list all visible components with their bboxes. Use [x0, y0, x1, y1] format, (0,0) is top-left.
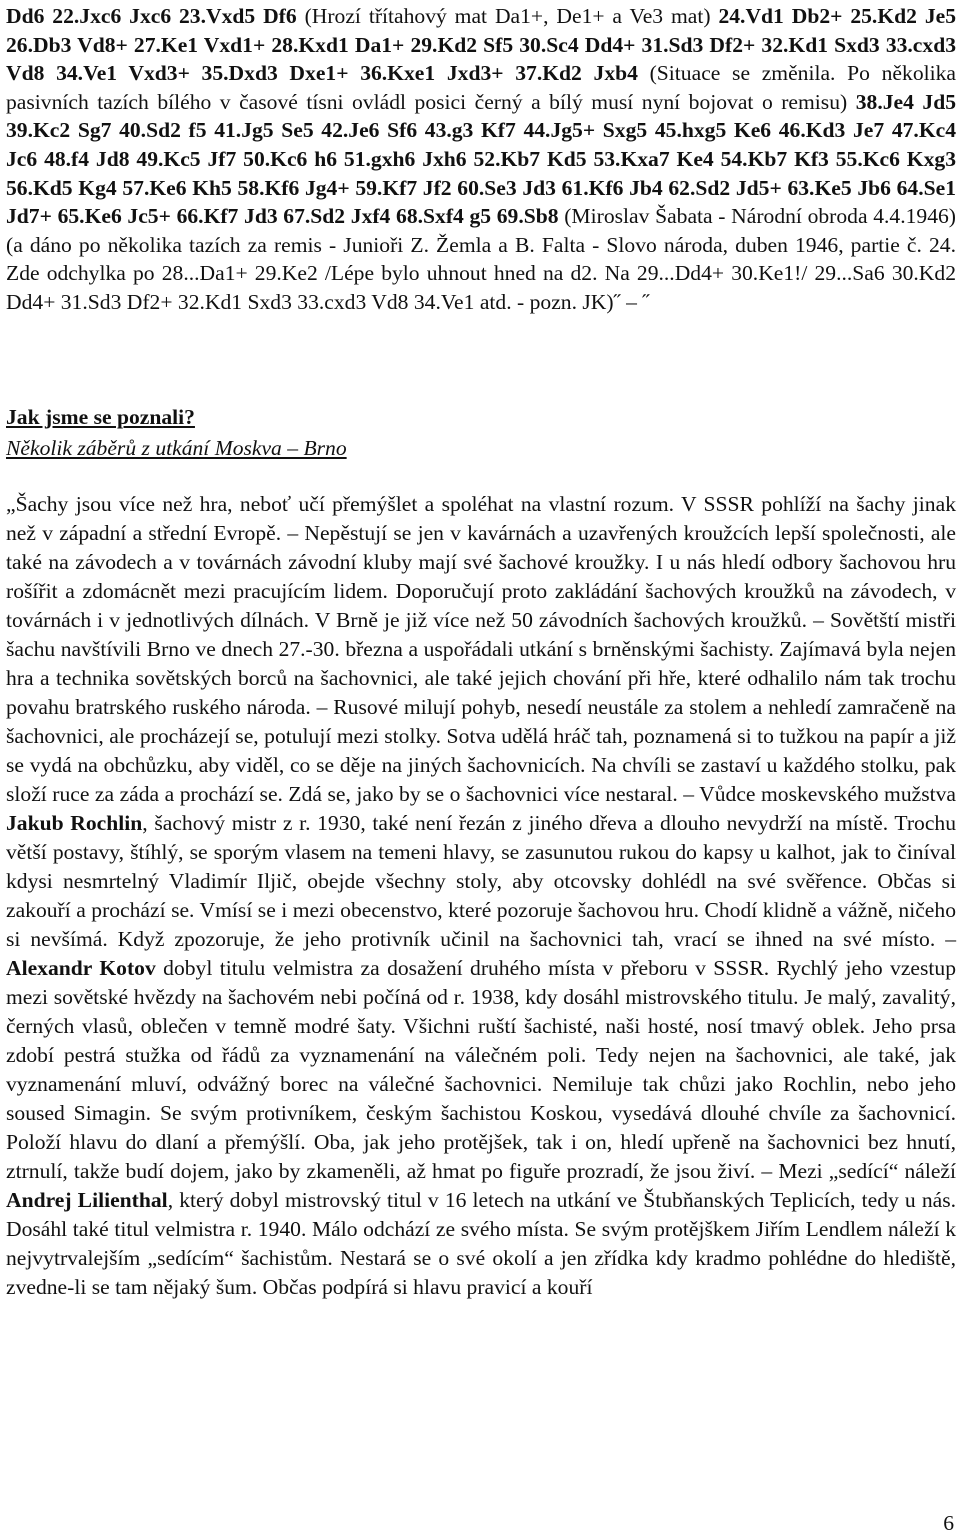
person-name: Andrej Lilienthal [6, 1187, 168, 1212]
article-text: dobyl titulu velmistra za dosažení druhého místa v přeboru v SSSR. Rychlý jeho vzestup mezi sovětské hvězdy na šachovém nebi počíná od r. 1938, kdy dosáhl mistrovského titulu. Je malý, zavalitý, černých vlasů, oblečen v temně modré šaty. Všichni ruští šachisté, naši hosté, nosí tmavý oblek. Jeho prsa zdobí pestrá stužka od řádů za vyznamenání na válečném poli. Tedy nejen na šachovnici, ale také, jak vyznamenání mluví, odvážný borec na válečné šachovnici. Nemiluje tak chůzi jako Rochlin, nebo jeho soused Simagin. Se svým protivníkem, českým šachistou Koskou, vysedává dlouhé chvíle za šachovnicí. Položí hlavu do dlaní a přemýšlí. Oba, jak jeho protějšek, tak i on, hledí upřeně na šachovnici bez hnutí, ztrnulí, takže budí dojem, jako by zkameněli, až hmat po figuře prozradí, že jsou živí. – Mezi „sedící“ náleží [6, 955, 956, 1183]
move-text: 38.Je4 Jd5 39.Kc2 Sg7 40.Sd2 f5 41.Jg5 Se5 42.Je6 Sf6 43.g3 Kf7 44.Jg5+ Sxg5 45.hxg5 Ke6 46.Kd3 Je7 47.Kc4 Jc6 48.f4 Jd8 49.Kc5 Jf7 50.Kc6 h6 51.gxh6 Jxh6 52.Kb7 Kd5 53.Kxa7 Ke4 54.Kb7 Kf3 55.Kc6 Kxg3 56.Kd5 Kg4 57.Ke6 Kh5 58.Kf6 Jg4+ 59.Kf7 Jf2 60.Se3 Jd3 61.Kf6 Jb4 62.Sd2 Jd5+ 63.Ke5 Jb6 64.Se1 Jd7+ 65.Ke6 Jc5+ 66.Kf7 Jd3 67.Sd2 Jxf4 68.Sxf4 g5 69.Sb8 [6, 89, 956, 229]
person-name: Jakub Rochlin [6, 810, 143, 835]
move-text: 24.Vd1 Db2+ 25.Kd2 Je5 26.Db3 Vd8+ 27.Ke1 Vxd1+ 28.Kxd1 Da1+ 29.Kd2 Sf5 30.Sc4 Dd4+ 31.Sd3 Df2+ 32.Kd1 Sxd3 33.cxd3 Vd8 34.Ve1 Vxd3+ 35.Dxd3 Dxe1+ 36.Kxe1 Jxd3+ 37.Kd2 Jxb4 [6, 4, 956, 86]
article-text: , šachový mistr z r. 1930, také není řezán z jiného dřeva a dlouho nevydrží na místě. Trochu větší postavy, štíhlý, se sporým vlasem na temeni hlavy, se zasunutou rukou do kapsy u kalhot, jak to činíval kdysi nesmrtelný Vladimír Iljič, obejde všechny stoly, aby otcovsky dohlédl na své svěřence. Občas si zakouří a prochází se. Vmísí se i mezi obecenstvo, které pozoruje šachovou hru. Chodí klidně a vážně, ničeho si nevšímá. Když zpozoruje, že jeho protivník učinil na šachovnici tah, vrací se ihned na své místo. – [6, 810, 956, 951]
annotation-text: (Hrozí třítahový mat Da1+, De1+ a Ve3 mat) [296, 4, 719, 28]
annotation-text: (Situace se změnila. Po několika pasivních tazích bílého v časové tísni ovládl posici černý a bílý musí nyní bojovat o remisu) [6, 61, 956, 114]
section-heading: Jak jsme se poznali? [6, 405, 195, 429]
annotation-text: (Miroslav Šabata - Národní obroda 4.4.1946) (a dáno po několika tazích za remis - Junioři Z. Žemla a B. Falta - Slovo národa, duben 1946, partie č. 24. Zde odchylka po 28...Da1+ 29.Ke2 /Lépe bylo uhnout hned na d2. Na 29...Dd4+ 30.Ke1!/ 29...Sa6 30.Kd2 Dd4+ 31.Sd3 Df2+ 32.Kd1 Sxd3 33.cxd3 Vd8 34.Ve1 atd. - pozn. JK)˝ – ˝ [6, 204, 956, 314]
article-text: „Šachy jsou více než hra, neboť učí přemýšlet a spoléhat na vlastní rozum. V SSSR pohlíží na šachy jinak než v západní a střední Evropě. – Nepěstují se jen v kavárnách a uzavřených kroužcích lepší společnosti, ale také na závodech a v továrnách závodní kluby mají své šachové kroužky. I u nás hledí odbory šachovou hru rošířit a zdomácnět mezi pracujícím lidem. Doporučují proto zakládání šachových kroužků na závodech, v továrnách i v jednotlivých dílnách. V Brně je již více než 50 závodních šachových kroužků. – Sovětští mistři šachu navštívili Brno ve dnech 27.-30. března a uspořádali utkání s brněnskými šachisty. Zajímavá byla nejen hra a technika sovětských borců na šachovnici, ale také jejich chování při hře, které odhalilo nám tak trochu povahu bratrského ruského národa. – Rusové milují pohyb, nesedí neustále za stolem a nehledí zamračeně na šachovnici, ale procházejí se, potulují mezi stolky. Sotva udělá hráč tah, poznamená si to tužkou na papír a již se vydá na obchůzku, aby viděl, co se děje na jiných šachovnicích. Na chvíli se zastaví u každého stolku, pak složí ruce za záda a prochází se. Zdá se, jako by se o šachovnici více nestaral. – Vůdce moskevského mužstva [6, 492, 956, 806]
page-number: 6 [943, 1511, 954, 1535]
section-subheading: Několik záběrů z utkání Moskva – Brno [6, 436, 347, 460]
article-text: , který dobyl mistrovský titul v 16 letech na utkání ve Štubňanských Teplicích, tedy u nás. Dosáhl také titul velmistra r. 1940. Málo odchází ze svého místa. Se svým protějškem Jiřím Lendlem náleží k nejvytrvalejším „sedícím“ šachistům. Nestará se o své okolí a jen zřídka kdy kradmo pohlédne do hlediště, zvedne-li se tam nějaký šum. Občas podpírá si hlavu pravicí a kouří [6, 1187, 956, 1299]
game-notation [6, 2, 956, 317]
article-body [6, 490, 956, 1302]
move-text: Dd6 22.Jxc6 Jxc6 23.Vxd5 Df6 [6, 4, 297, 28]
person-name: Alexandr Kotov [6, 955, 156, 980]
